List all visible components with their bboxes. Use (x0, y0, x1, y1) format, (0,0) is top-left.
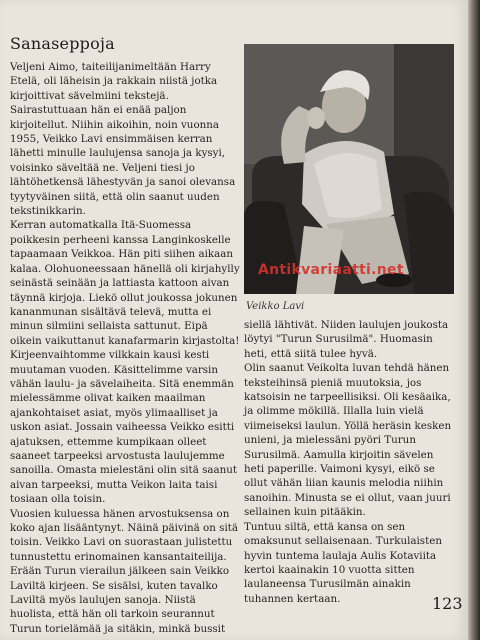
paragraph: Kirjeenvaihtomme vilkkain kausi kesti muutaman vuoden. Käsittelimme varsin vähän laulu- ja sävelaiheita. Sitä enemmän mielessämme olivat kaiken maailman ajankohtaiset asiat, myös ylimaalliset ja uskon asiat. Jossain vaiheessa Veikko esitti ajatuksen, ettemme kumpikaan olleet saaneet tarpeeksi arvostusta laulujemme sanoilla. Omasta mielestäni olin sitä saanut aivan tarpeeksi, mutta Veikon laita taisi tosiaan olla toisin. (10, 349, 238, 506)
paragraph: Kerran automatkalla Itä-Suomessa poikkesin perheeni kanssa Langinkoskelle tapaamaan Veikkoa. Hän piti siihen aikaan kalaa. Olohuoneessaan hänellä oli kirjahylly seinästä seinään ja lattiasta kattoon aivan täynnä kirjoja. Liekö ollut joukossa jokunen kananmunan sisältävä televä, mutta ei minun silmiini sellaista sattunut. Eipä oikein vaikuttanut kanafarmarin kirjastolta! (10, 219, 240, 347)
section-heading: Sanaseppoja (10, 34, 115, 53)
photo-caption: Veikko Lavi (246, 301, 305, 312)
paragraph: Tuntuu siltä, että kansa on sen omaksunut sellaisenaan. Turkulaisten hyvin tuntema laulaja Aulis Kotaviita kertoi kaainakin 10 vuotta sitten laulaneensa Turusilmän ainakin tuhannen kertaan. (244, 520, 442, 605)
page-number: 123 (432, 594, 463, 613)
right-text-column (244, 318, 452, 606)
left-text-column (10, 60, 242, 636)
book-spine-edge (468, 0, 480, 640)
portrait-illustration (244, 44, 454, 294)
paragraph: Erään Turun vierailun jälkeen sain Veikko Laviltä kirjeen. Se sisälsi, kuten tavalko Laviltä myös laulujen sanoja. Niistä huolista, että hän oli tarkoin seurannut Turun torielämää ja sitäkin, minkä bussit (10, 565, 230, 635)
paragraph: Veljeni Aimo, taiteilijanimeltään Harry Etelä, oli läheisin ja rakkain niistä jotka kirjoittivat sävelmiini tekstejä. Sairastuttuaan hän ei enää paljon kirjoitellut. Niihin aikoihin, noin vuonna 1955, Veikko Lavi ensimmäisen kerran lähetti minulle laulujensa sanoja ja kysyi, voisinko säveltää ne. Veljeni tiesi jo lähtöhetkensä lähestyvän ja sanoi olevansa tyytyväinen siitä, että olin saanut uuden tekstinikkarin. (10, 61, 236, 218)
watermark-text: Antikvariaatti.net (258, 262, 404, 278)
paragraph: Vuosien kuluessa hänen arvostuksensa on koko ajan lisääntynyt. Näinä päivinä on sitä toisin. Veikko Lavi on suorastaan julistettu tunnustettu erinomainen kansantaiteilija. (10, 507, 239, 563)
paragraph: siellä lähtivät. Niiden laulujen joukosta löytyi "Turun Surusilmä". Huomasin heti, että siitä tulee hyvä. (244, 319, 449, 360)
paragraph: Olin saanut Veikolta luvan tehdä hänen teksteihinsä pieniä muutoksia, jos katsoisin ne tarpeellisiksi. Oli kesäaika, ja olimme mökillä. Illalla luin vielä viimeiseksi laulun. Yöllä heräsin kesken unieni, ja mielessäni pyöri Turun Surusilmä. Aamulla kirjoitin sävelen heti paperille. Vaimoni kysyi, eikö se ollut vähän liian kaunis melodia niihin sanoihin. Minusta se ei ollut, vaan juuri sellainen kuin pitääkin. (244, 362, 452, 519)
portrait-photo (244, 44, 454, 294)
